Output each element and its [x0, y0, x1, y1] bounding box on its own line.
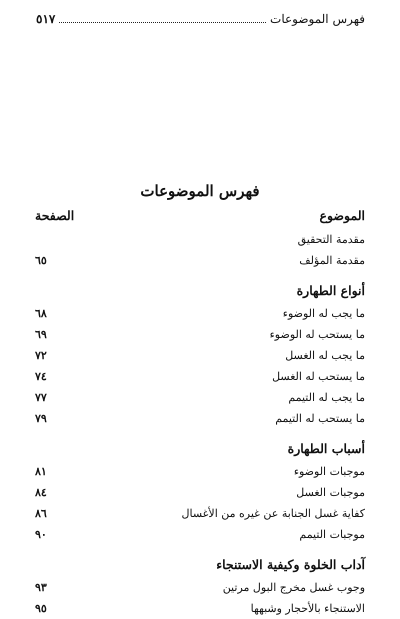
index-entries [35, 229, 365, 619]
column-headers [35, 208, 365, 226]
entry-topic: ما يستحب له التيمم [275, 412, 365, 425]
entry-page-number: ٧٢ [35, 349, 47, 362]
entry-topic: موجبات الوضوء [293, 465, 365, 478]
entry-page-number: ٨٤ [35, 486, 47, 499]
entry-topic: الاستنجاء بالأحجار وشبهها [250, 602, 365, 615]
index-entry [35, 503, 365, 524]
section-heading: أنواع الطهارة [296, 283, 365, 298]
running-head-page-number: ٥١٧ [36, 12, 56, 26]
entry-page-number: ٩٥ [35, 602, 47, 615]
entry-topic: وجوب غسل مخرج البول مرتين [222, 581, 365, 594]
spacer [35, 545, 365, 553]
entry-page-number: ٨٦ [35, 507, 47, 520]
entry-topic: موجبات الغسل [296, 486, 365, 499]
entry-topic: مقدمة المؤلف [299, 254, 365, 267]
entry-topic: مقدمة التحقيق [297, 233, 365, 246]
leader-dots [59, 21, 266, 23]
index-entry [35, 408, 365, 429]
topic-column-header: الموضوع [319, 208, 365, 223]
entry-page-number: ٧٤ [35, 370, 47, 383]
section-heading: أسباب الطهارة [287, 441, 365, 456]
index-entry [35, 250, 365, 271]
entry-page-number: ٩٠ [35, 528, 47, 541]
index-entry [35, 577, 365, 598]
entry-page-number: ٦٨ [35, 307, 47, 320]
entry-page-number: ٩٣ [35, 581, 47, 594]
index-entry [35, 387, 365, 408]
index-entry [35, 324, 365, 345]
entry-page-number: ٦٥ [35, 254, 47, 267]
index-entry [35, 524, 365, 545]
entry-page-number: ٨١ [35, 465, 47, 478]
index-entry [35, 598, 365, 619]
entry-topic: ما يستحب له الوضوء [269, 328, 365, 341]
index-entry [35, 303, 365, 324]
section-heading: آداب الخلوة وكيفية الاستنجاء [216, 557, 365, 572]
entry-topic: ما يجب له الوضوء [282, 307, 365, 320]
entry-topic: ما يجب له الغسل [285, 349, 365, 362]
running-head [36, 10, 365, 28]
spacer [35, 429, 365, 437]
spacer [35, 271, 365, 279]
entry-topic: كفاية غسل الجنابة عن غيره من الأغسال [181, 507, 365, 520]
index-entry [35, 229, 365, 250]
entry-topic: ما يستحب له الغسل [272, 370, 365, 383]
index-entry [35, 482, 365, 503]
running-head-title: فهرس الموضوعات [270, 12, 365, 26]
entry-page-number: ٦٩ [35, 328, 47, 341]
index-entry [35, 345, 365, 366]
entry-topic: موجبات التيمم [299, 528, 365, 541]
index-entry [35, 366, 365, 387]
index-entry [35, 461, 365, 482]
entry-topic: ما يجب له التيمم [288, 391, 365, 404]
entry-page-number: ٧٩ [35, 412, 47, 425]
page-column-header: الصفحة [35, 208, 75, 223]
entry-page-number: ٧٧ [35, 391, 47, 404]
index-title: فهرس الموضوعات [140, 182, 260, 200]
